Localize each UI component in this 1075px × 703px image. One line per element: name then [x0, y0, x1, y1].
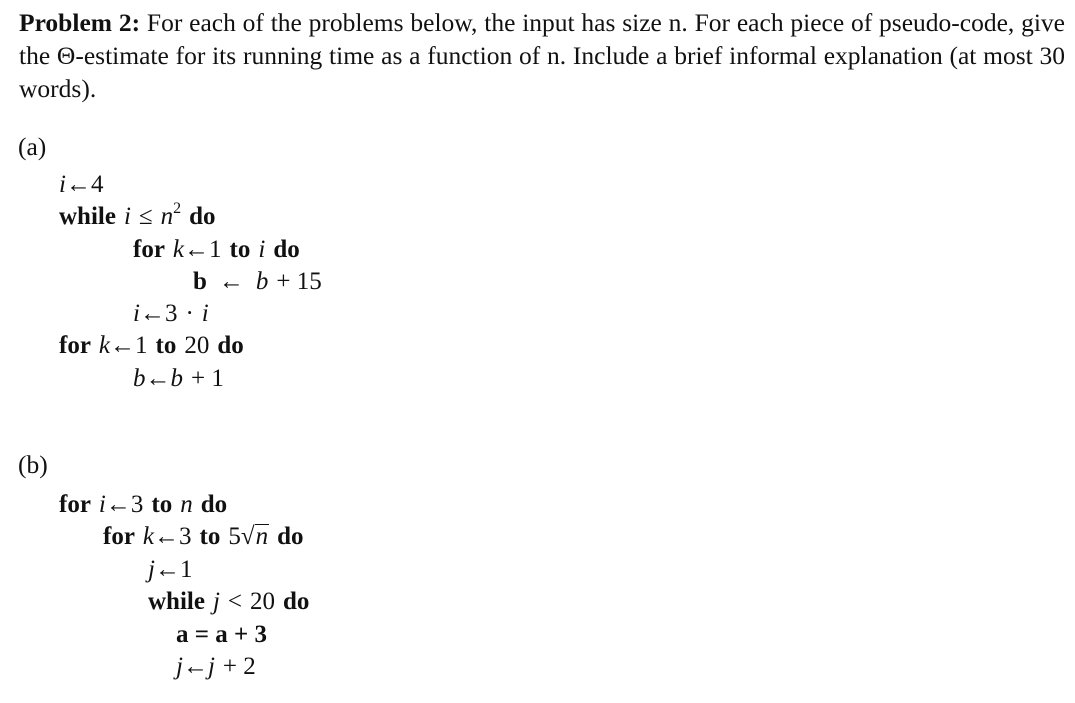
b-l2-var: k — [142, 523, 155, 550]
a-line-7 — [133, 364, 224, 394]
part-b-label: (b) — [18, 450, 48, 479]
b-l2-start: 3 — [179, 523, 192, 550]
a-l4-rhs-var: b — [255, 268, 269, 295]
a-l6-kw-for: for — [59, 332, 91, 359]
b-l4-op: < — [227, 588, 243, 615]
b-l2-kw-to: to — [199, 523, 221, 550]
part-a-label: (a) — [18, 132, 47, 161]
a-l2-op: ≤ — [138, 203, 153, 230]
a-l6-kw-do: do — [217, 332, 244, 359]
b-l6-arrow: ← — [182, 653, 208, 680]
a-l1-arrow: ← — [65, 171, 91, 198]
problem-label: Problem 2: — [19, 8, 141, 37]
a-line-6 — [59, 331, 244, 361]
a-l5-arrow: ← — [139, 300, 165, 327]
a-l7-arrow: ← — [145, 365, 171, 392]
b-l1-kw-do: do — [200, 491, 228, 518]
a-l1-val: 4 — [90, 171, 104, 198]
sqrt-expression — [241, 522, 269, 552]
b-line-6 — [176, 652, 256, 682]
b-l6-rhs-var: j — [207, 653, 215, 680]
a-l2-kw-do: do — [189, 203, 216, 230]
a-line-4 — [193, 267, 322, 297]
b-l4-val: 20 — [250, 588, 276, 615]
problem-statement — [19, 6, 1065, 105]
b-l2-kw-do: do — [277, 523, 304, 550]
a-l2-n: n — [160, 203, 174, 230]
b-l5-text: a = a + 3 — [176, 621, 267, 648]
a-l5-var2: i — [201, 300, 209, 327]
a-l3-kw-for: for — [133, 236, 165, 263]
b-l4-kw-do: do — [283, 588, 310, 615]
a-l7-rhs-rest: + 1 — [191, 365, 224, 392]
problem-text: For each of the problems below, the input has size n. For each piece of pseudo-code, give the Θ-estimate for its running time as a function of n. Include a brief informal explanation (at most 30 words). — [19, 8, 1065, 103]
a-l4-lhs: b — [193, 268, 207, 295]
b-l1-start: 3 — [130, 491, 144, 518]
b-l6-rhs-rest: + 2 — [222, 653, 256, 680]
a-l5-num: 3 — [164, 300, 178, 327]
a-l7-lhs: b — [133, 365, 146, 392]
a-l2-var: i — [123, 203, 131, 230]
b-l2-coef: 5 — [228, 523, 241, 550]
sqrt-symbol: √ — [240, 523, 255, 550]
a-l6-var: k — [98, 332, 111, 359]
a-l1-var: i — [59, 171, 66, 198]
b-line-3 — [148, 555, 192, 585]
b-line-1 — [59, 490, 227, 520]
b-l2-kw-for: for — [103, 523, 135, 550]
a-line-3 — [133, 235, 300, 265]
a-line-2 — [59, 199, 216, 232]
a-line-1 — [59, 170, 103, 200]
a-l3-kw-do: do — [273, 236, 300, 263]
a-l4-rhs-rest: + 15 — [276, 268, 322, 295]
a-l2-exp: 2 — [173, 199, 182, 217]
a-l3-var: k — [172, 236, 185, 263]
a-l6-start: 1 — [135, 332, 148, 359]
b-l3-arrow: ← — [154, 556, 180, 583]
a-l5-var: i — [133, 300, 140, 327]
b-l4-var: j — [212, 588, 220, 615]
b-line-4 — [148, 587, 309, 617]
a-l3-kw-to: to — [229, 236, 251, 263]
a-l6-arrow: ← — [110, 332, 136, 359]
b-l3-var: j — [148, 556, 155, 583]
b-line-2 — [103, 522, 304, 552]
sqrt-radicand: n — [255, 523, 269, 550]
a-l7-rhs-var: b — [170, 365, 183, 392]
a-l3-arrow: ← — [184, 236, 210, 263]
a-l6-end: 20 — [184, 332, 210, 359]
a-l3-end: i — [258, 236, 266, 263]
b-l4-kw-while: while — [148, 588, 205, 615]
b-l6-lhs: j — [176, 653, 183, 680]
b-l2-arrow: ← — [154, 523, 180, 550]
b-l3-val: 1 — [179, 556, 193, 583]
a-l5-dot: · — [185, 300, 194, 327]
a-l6-kw-to: to — [155, 332, 177, 359]
a-l4-arrow: ← — [218, 268, 244, 295]
b-l1-var: i — [98, 491, 106, 518]
a-l3-start: 1 — [209, 236, 222, 263]
b-l1-kw-for: for — [59, 491, 91, 518]
a-l2-kw-while: while — [59, 203, 116, 230]
b-l1-kw-to: to — [151, 491, 173, 518]
b-l1-end: n — [180, 491, 193, 518]
b-line-5 — [176, 620, 267, 650]
a-line-5 — [133, 299, 209, 329]
b-l1-arrow: ← — [105, 491, 131, 518]
